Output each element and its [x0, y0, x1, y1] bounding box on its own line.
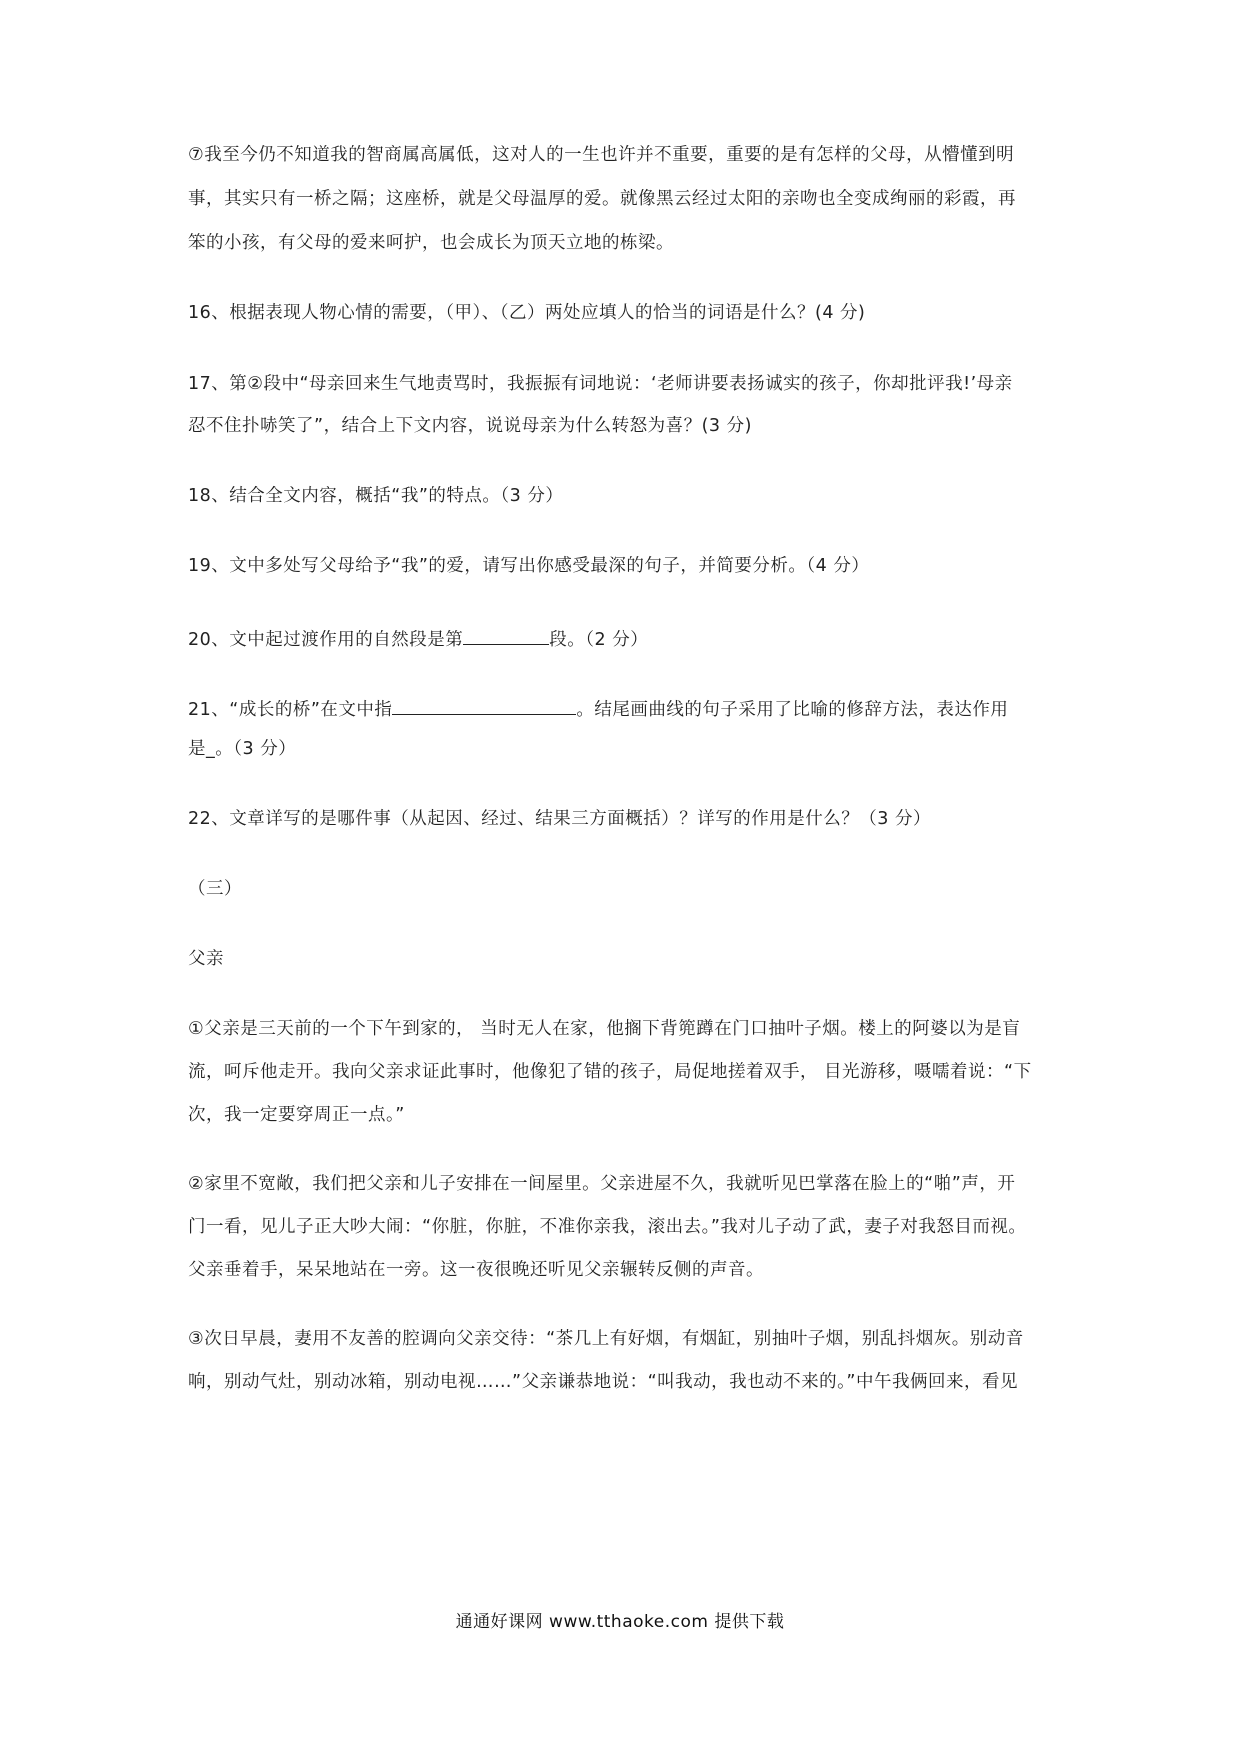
question-17-line-1: 17、第②段中“母亲回来生气地责骂时，我振振有词地说：‘老师讲要表扬诚实的孩子，你却批评我!’母亲: [188, 374, 1013, 394]
father-paragraph-2-line-3: 父亲垂着手，呆呆地站在一旁。这一夜很晚还听见父亲辗转反侧的声音。: [188, 1260, 764, 1280]
question-20: [188, 624, 648, 652]
answer-blank-21[interactable]: [392, 694, 576, 715]
question-21-line-1: [188, 694, 1008, 722]
question-17-line-2: 忍不住扑哧笑了”，结合上下文内容，说说母亲为什么转怒为喜？(3 分): [188, 416, 752, 436]
father-paragraph-3-line-2: 响，别动气灶，别动冰箱，别动电视……”父亲谦恭地说：“叫我动，我也动不来的。”中午我俩回来，看见: [188, 1372, 1018, 1392]
question-16: 16、根据表现人物心情的需要，（甲）、（乙）两处应填人的恰当的词语是什么？(4 分): [188, 303, 866, 323]
answer-blank-20[interactable]: [463, 624, 549, 645]
article-title: 父亲: [188, 949, 224, 969]
father-paragraph-2-line-1: ②家里不宽敞，我们把父亲和儿子安排在一间屋里。父亲进屋不久，我就听见巴掌落在脸上的“啪”声，开: [188, 1174, 1016, 1194]
father-paragraph-3-line-1: ③次日早晨，妻用不友善的腔调向父亲交待：“茶几上有好烟，有烟缸，别抽叶子烟，别乱抖烟灰。别动音: [188, 1329, 1024, 1349]
question-18: 18、结合全文内容，概括“我”的特点。（3 分）: [188, 486, 564, 506]
question-20-suffix: 段。（2 分）: [549, 630, 649, 650]
question-22: 22、文章详写的是哪件事（从起因、经过、结果三方面概括）？详写的作用是什么？（3 分）: [188, 809, 931, 829]
question-21-text: 21、“成长的桥”在文中指: [188, 700, 393, 720]
question-21-line-2: 是_。（3 分）: [188, 739, 297, 759]
father-paragraph-1-line-3: 次，我一定要穿周正一点。”: [188, 1105, 405, 1125]
question-21-suffix: 。结尾画曲线的句子采用了比喻的修辞方法，表达作用: [576, 700, 1009, 720]
paragraph-7-line-3: 笨的小孩，有父母的爱来呵护，也会成长为顶天立地的栋梁。: [188, 233, 674, 253]
paragraph-7-line-1: ⑦我至今仍不知道我的智商属高属低，这对人的一生也许并不重要，重要的是有怎样的父母，从懵懂到明: [188, 145, 1015, 165]
footer-download-note: 通通好课网 www.tthaoke.com 提供下载: [455, 1612, 785, 1632]
father-paragraph-1-line-2: 流，呵斥他走开。我向父亲求证此事时，他像犯了错的孩子，局促地搓着双手， 目光游移，嗫嚅着说：“下: [188, 1062, 1032, 1082]
father-paragraph-1-line-1: ①父亲是三天前的一个下午到家的， 当时无人在家，他搁下背篼蹲在门口抽叶子烟。楼上的阿婆以为是盲: [188, 1019, 1021, 1039]
section-heading: （三）: [188, 879, 242, 899]
paragraph-7-line-2: 事，其实只有一桥之隔；这座桥，就是父母温厚的爱。就像黑云经过太阳的亲吻也全变成绚丽的彩霞，再: [188, 189, 1016, 209]
question-19: 19、文中多处写父母给予“我”的爱，请写出你感受最深的句子，并简要分析。（4 分）: [188, 556, 870, 576]
father-paragraph-2-line-2: 门一看，见儿子正大吵大闹：“你脏，你脏，不准你亲我，滚出去。”我对儿子动了武，妻子对我怒目而视。: [188, 1217, 1027, 1237]
question-20-text: 20、文中起过渡作用的自然段是第: [188, 630, 464, 650]
